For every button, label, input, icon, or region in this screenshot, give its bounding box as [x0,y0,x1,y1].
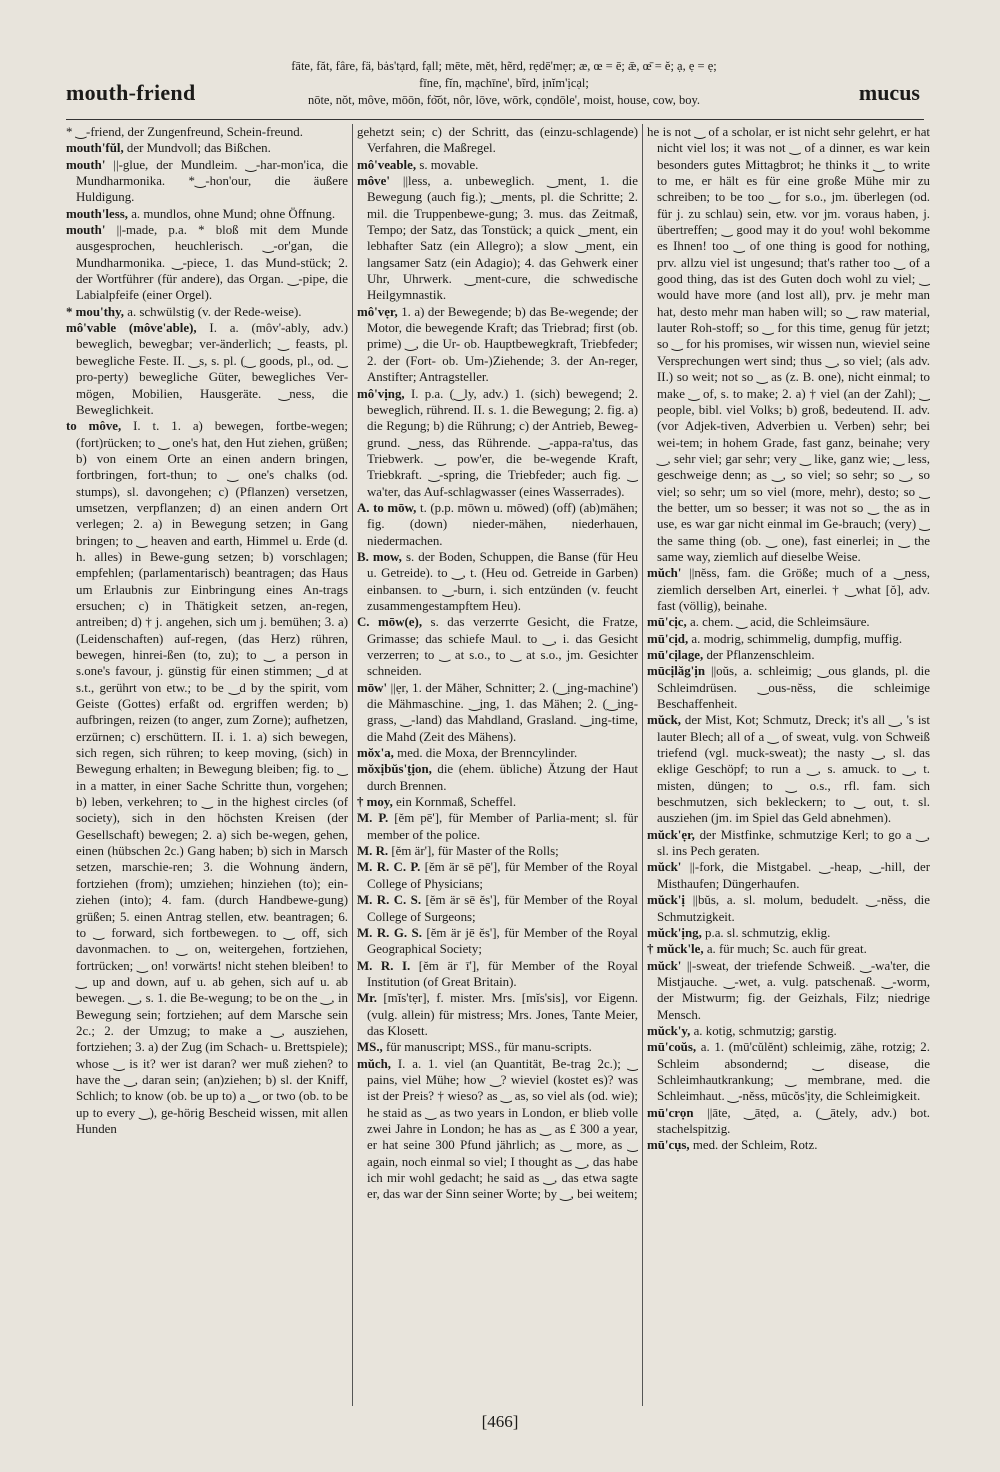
dictionary-entry [66,206,348,222]
dictionary-entry [357,892,638,925]
definition-text: ||bŭs, a. sl. molum, bedudelt. ‿-nĕss, die Schmutzigkeit. [657,893,930,924]
dictionary-entry [357,810,638,843]
dictionary-entry [357,614,638,679]
dictionary-entry [357,173,638,304]
dictionary-entry [647,1039,930,1104]
headword: mŭck'y, [647,1023,691,1038]
headword: * mou'thy, [66,304,125,319]
headword: M. R. [357,844,389,859]
definition-text: a. für much; Sc. auch für great. [706,942,867,957]
dictionary-entry [357,843,638,859]
definition-text: ||nĕss, fam. die Größe; much of a ‿ness, ziemlich derselben Art, einerlei. † ‿what [ŏ], adv. fast (völlig), beinahe. [657,566,930,613]
headword: mô'vịng, [357,386,405,401]
dictionary-entry [647,941,930,957]
headword: mouth' [66,223,106,238]
definition-text: [ĕm är jē ĕs'], für Member of the Royal Geographical Society; [367,925,638,957]
headword: mouth'fŭl, [66,141,124,156]
dictionary-entry [647,124,930,565]
definition-text: s. movable. [419,157,479,172]
definition-text: a. schwülstig (v. der Rede-weise). [127,304,302,319]
headword: mŏx'a, [357,746,394,761]
headword: mŭck'ị [647,893,685,908]
dictionary-entry [66,304,348,320]
headword: to môve, [66,419,122,434]
pronunciation-key-line: fīne, fĭn, mạchīne', bĩrd, ịnĭm'ịcạl; [419,76,589,90]
dictionary-entry [66,140,348,156]
definition-text: I. a. (môv'-ably, adv.) beweglich, bewegbar; ver-änderlich; ‿ feasts, pl. bewegliche Feste. II. ‿s, s. pl. (‿ goods, pl., od. ‿ pro-perty) bewegliche Güter, bewegliches Ver-mögen, Mobilien, Hausgeräte. ‿ness, die Beweglichkeit. [76,321,348,417]
dictionary-entry [647,925,930,941]
definition-text: der Pflanzenschleim. [706,648,815,662]
dictionary-entry [66,157,348,206]
headword: † mŭck'le, [647,942,704,957]
headword: mū'coŭs, [647,1040,697,1055]
definition-text: [ĕm är sē ĕs'], für Member of the Royal College of Surgeons; [367,893,638,924]
definition-text: med. der Schleim, Rotz. [692,1138,818,1153]
definition-text: ||less, a. unbeweglich. ‿ment, 1. die Bewegung (auch fig.); ‿ments, pl. die Schritte; 2. mil. die Truppenbewe-gung; 3. mus. das Zeitmaß, Tempo; der Satz, das Tonstück; a quick ‿ment, ein lebhafter Satz (ein Allegro); a slow ‿ment, ein langsamer Satz (ein Adagio); 4. das Gehwerk einer Uhr, Uhrwerk. ‿ment-cure, die schwedische Heilgymnastik. [367,174,638,303]
definition-text: [ĕm är'], für Master of the Rolls; [391,844,559,859]
definition-text: I. p.a. (‿ly, adv.) 1. (sich) bewegend; 2. beweglich, rührend. II. s. 1. die Bewegung; 2. fig. a) die Regung; b) die Rührung; c) der Antrieb, Beweg-grund. ‿ness, das Rührende. ‿-appa-ra'tus, das Triebwerk. ‿ pow'er, die be-wegende Kraft, Triebkraft. ‿-spring, die Triebfeder; auch fig. ‿ wa'ter, das Auf-schlagwasser (eines Wasserrades). [367,386,638,499]
headword: mouth'less, [66,206,128,221]
definition-text: ||ẹr, 1. der Mäher, Schnitter; 2. (‿ịng-machine') die Mähmaschine. ‿ịng, 1. das Mähen; 2. (‿ing-grass, ‿-land) das Mahdland, Grasland. ‿ing-time, die Mahd (Zeit des Mähens). [367,680,638,744]
definition-text: t. (p.p. mōwn u. mōwed) (off) (ab)mähen; fig. (down) nieder-mähen, niederhauen, niedermachen. [367,500,638,548]
dictionary-entry [357,549,638,614]
column-divider [642,124,643,1406]
headword: M. R. G. S. [357,925,422,940]
dictionary-entry [647,1137,930,1153]
dictionary-entry [357,1039,638,1055]
definition-text: gehetzt sein; c) der Schritt, das (einzu-schlagende) Verfahren, die Maßregel. [357,125,638,156]
dictionary-entry [647,663,930,712]
dictionary-entry [357,304,638,386]
headword: mōw' [357,680,388,695]
definition-text: a. 1. (mū'cŭlĕnt) schleimig, zähe, rotzig; 2. Schleim absondernd; ‿ disease, die Schleimhautkrankung; ‿ membrane, med. die Schleimhaut. ‿-nĕss, mūcŏs'ịty, die Schleimigkeit. [657,1040,930,1104]
dictionary-entry [357,794,638,810]
definition-text: für manuscript; MSS., für manu-scripts. [386,1040,592,1055]
dictionary-entry [357,157,638,173]
headword: MS., [357,1040,383,1055]
dictionary-entry [647,565,930,614]
header-rule [66,119,924,120]
definition-text: med. die Moxa, der Brenncylinder. [397,746,578,761]
pronunciation-key-line: nōte, nŏt, môve, mōōn, fo͝ot, nôr, lōve, wōrk, cọndōle', moist, house, cow, boy. [307,93,701,107]
left-guide-word: mouth-friend [66,80,196,105]
dictionary-entry [357,500,638,549]
headword: M. R. C. P. [357,860,421,875]
dictionary-entry [357,386,638,500]
dictionary-entry [647,859,930,892]
dictionary-column-1 [66,124,348,1408]
dictionary-entry [66,320,348,418]
definition-text: ein Kornmaß, Scheffel. [396,795,517,810]
headword: Mr. [357,991,377,1006]
dictionary-column-2 [357,124,638,1408]
definition-text: a. modrig, schimmelig, dumpfig, muffig. [691,631,903,646]
right-guide-word: mucus [858,80,920,105]
dictionary-entry [647,958,930,1023]
dictionary-column-3 [647,124,930,1408]
dictionary-entry [357,680,638,745]
headword: môve' [357,174,390,189]
dictionary-entry [647,647,930,663]
headword: mūcịlăg'ịn [647,664,706,679]
dictionary-entry [357,745,638,761]
headword: mô'vẹr, [357,304,398,319]
dictionary-entry [357,859,638,892]
headword: mŭch' [647,566,682,581]
definition-text: ||-sweat, der triefende Schweiß. ‿-wa'ter, die Mistjauche. ‿-wet, a. vulg. patschenaß. ‿-worm, der Mistwurm; fig. der Geizhals, Filz; niedrige Mensch. [657,958,930,1022]
definition-text: ||oŭs, a. schleimig; ‿ous glands, pl. die Schleimdrüsen. ‿ous-nĕss, die schleimige Beschaffenheit. [657,664,930,712]
headword: M. R. C. S. [357,893,422,908]
definition-text: s. das verzerrte Gesicht, die Fratze, Grimasse; das schiefe Maul. to ‿, i. das Gesicht verzerren; to ‿ at s.o., to ‿ at s.o., jm. Gesichter schneiden. [367,615,638,679]
headword: mū'cịc, [647,615,687,630]
dictionary-entry [66,124,348,140]
headword: mŭck' [647,860,682,875]
headword: mŭch, [357,1056,392,1071]
definition-text: ||āte, ‿ātẹd, a. (‿ātely, adv.) bot. stachelspitzig. [657,1105,930,1136]
headword: mŭck, [647,713,682,728]
dictionary-entry [647,614,930,630]
dictionary-entry [357,124,638,157]
column-divider [352,124,353,1406]
dictionary-entry [357,761,638,794]
dictionary-entry [357,925,638,958]
headword: B. mow, [357,549,402,564]
definition-text: s. der Boden, Schuppen, die Banse (für Heu u. Getreide). to ‿, t. (Heu od. Getreide in Garben) einbansen. to ‿-burn, i. sich entzünden (v. feucht zusammengestampftem Heu). [367,549,638,613]
dictionary-entry [66,222,348,304]
headword: mouth' [66,157,106,172]
definition-text: [mĭs'tẹr], f. mister. Mrs. [mĭs'sis], vor Eigenn. (vulg. allein) für mistress; Mrs. Jones, Tante Meier, das Klosett. [367,991,638,1038]
headword: mū'crọn [647,1105,694,1120]
dictionary-entry [647,1105,930,1138]
headword: mŭck'ẹr, [647,827,695,842]
definition-text: p.a. sl. schmutzig, eklig. [705,925,831,940]
definition-text: ||-glue, der Mundleim. ‿-har-mon'ica, die Mundharmonika. *‿-hon'our, die äußere Huldigung. [76,157,348,205]
definition-text: * ‿-friend, der Zungenfreund, Schein-freund. [66,125,303,139]
definition-text: der Mundvoll; das Bißchen. [126,141,271,156]
definition-text: ||-fork, die Mistgabel. ‿-heap, ‿-hill, der Misthaufen; Düngerhaufen. [657,860,930,891]
definition-text: [ĕm är sē pē'], für Member of the Royal College of Physicians; [367,860,638,891]
dictionary-entry [66,418,348,1137]
definition-text: ||-made, p.a. * bloß mit dem Munde ausgesprochen, heuchlerisch. ‿-or'gan, die Mundharmonika. ‿-piece, 1. das Mund-stück; 2. der Wortführer (für andere), das Organ. ‿-pipe, die Labialpfeife (einer Orgel). [76,223,348,303]
headword: A. to mōw, [357,500,417,515]
headword: mū'cụs, [647,1138,690,1153]
definition-text: I. t. 1. a) bewegen, fortbe-wegen; (fort)rücken; to ‿ one's hat, den Hut ziehen, grüßen; b) von einem Orte an einen andern bringen, fortbringen, fort-thun; to ‿ one's chalks (od. stumps), sl. davongehen; c) (Pflanzen) versetzen, umsetzen, verpflanzen; d) an einen andern Ort verlegen; 2. a) in Bewegung setzen; in Gang bringen; to ‿ heaven and earth, Himmel u. Erde (d. h. alles) in Bewe-gung setzen; b) vorschlagen; empfehlen; (parlamentarisch) beantragen; das Haus um Erlaubnis zur Einbringung eines An-trags ersuchen; c) in Thätigkeit setzen, an-regen, antreiben; d) † j. angehen, sich um j. bemühen; 3. a) (Leidenschaften) auf-regen, (das Herz) rühren, bewegen, hinrei-ßen (to, zu); to ‿ a person in s.one's favour, j. günstig für einen stimmen; ‿d at s.t., gerührt von etw.; to be ‿d by the spirit, vom Geiste (Gottes) erfaßt od. ergriffen werden; b) aufbringen, reizen (to anger, zum Zorne); aufhetzen, erzürnen; c) erschüttern. II. i. 1. a) sich bewegen, sich regen, sich rühren; to keep moving, (sich) in Bewegung erhalten; in Bewegung bleiben; fig. to ‿ in a matter, in einer Sache Schritte thun, vorgehen; b) leben, verkehren; to ‿ in the highest circles (of society), sich in den höchsten Kreisen (der Gesellschaft) bewegen; 2. a) sich be-wegen, gehen, einen (hübschen 2c.) Gang haben; b) sich in Marsch setzen, marschie-ren; 3. die Wohnung ändern, fortziehen (from); umziehen; hinziehen (to); ein-ziehen (into); 4. fam. (durch Handbewe-gung) grüßen; 5. einen Antrag stellen, etw. beantragen; 6. to ‿ forward, sich fortbewegen. to ‿ off, sich davonmachen. to ‿ on, weitergehen, fortziehen, fortrücken; ‿ on! vorwärts! nicht stehen bleiben! to ‿ up and down, auf u. ab gehen, sich auf u. ab bewegen. ‿, s. 1. die Be-wegung; to be on the ‿, in Bewegung sein; fortziehen; auf dem Marsche sein 2c.; 2. der Umzug; to make a ‿, ausziehen, fortziehen; 3. a) der Zug (im Schach- u. Brettspiele); whose ‿ is it? wer ist daran? wer muß ziehen? to have the ‿, daran sein; (an)ziehen; b) sl. der Kniff, Schlich; to know (ob. be up to) a ‿ or two (ob. to be up to every ‿), ge-hörig Bescheid wissen, mit allen Hunden [76,419,348,1136]
dictionary-entry [357,1056,638,1203]
definition-text: die (ehem. übliche) Ätzung der Haut durch Brennen. [367,762,638,793]
dictionary-entry [357,958,638,991]
definition-text: a. kotig, schmutzig; garstig. [693,1023,837,1038]
definition-text: 1. a) der Bewegende; b) das Be-wegende; der Motor, die bewegende Kraft; das Triebrad; first (ob. prime) ‿, die Ur- ob. Hauptbewegkraft, Triebfeder; 2. der (Fort- ob. Um-)Ziehende; 3. der An-reger, Anstifter; Antragsteller. [367,304,638,385]
dictionary-entry [647,1023,930,1039]
dictionary-entry [647,827,930,860]
definition-text: a. chem. ‿ acid, die Schleimsäure. [689,615,870,630]
definition-text: he is not ‿ of a scholar, er ist nicht sehr gelehrt, er hat nicht viel los; it was not ‿ of a dinner, es war kein besonders gutes Mittagbrot; he thinks it ‿ to write to me, er hält es für eine große Mühe mir zu schreiben; to be too ‿ for s.o., jm. überlegen (od. für j. zu schlau) sein, etw. vor jm. voraus haben, j. übertreffen; ‿ good may it do you! wohl bekomme es Ihnen! too ‿ of one thing is good for nothing, prv. allzu viel ist ungesund; that's rather too ‿ of a good thing, das ist des Guten doch wohl zu viel; ‿ would have more (and lost all), prv. je mehr man hat, desto mehr man haben will; so ‿ raw material, lauter Roh-stoff; so ‿ for this time, genug für jetzt; so ‿ for his promises, wir wissen nun, wieviel seine Versprechungen wert sind; thus ‿, so viel; (als adv. II.) so weit; not so ‿ as (z. B. one), nicht einmal; to make ‿ of, s. to make; 2. a) † viel (an der Zahl); ‿ people, bibl. viel Volks; b) groß, bedeutend. II. adv. (vor Adjek-tiven, Adverbien u. Verben) sehr; bei wei-tem; in hohem Grade, fast ganz, beinahe; very ‿, sehr viel; gar sehr; very ‿ like, ganz wie; ‿ less, geschweige denn; as ‿, so viel; so sehr; so ‿, so viel; so sehr; um so viel (more, mehr), desto; so ‿ the better, um so besser; it was not so ‿ the as in use, es war gar nicht einmal im Ge-brauch; (very) ‿ the same thing (ob. ‿ one), fast einerlei; in ‿ the same way, ziemlich auf dieselbe Weise. [647,125,930,564]
headword: mŭck' [647,958,682,973]
headword: M. P. [357,811,389,826]
definition-text: der Mist, Kot; Schmutz, Dreck; it's all ‿, 's ist lauter Blech; all of a ‿ of sweat, vulg. von Schweiß triefend (vgl. muck-sweat); the nasty ‿, sl. das eklige Geschöpf; to run a ‿, s. amuck. to ‿, t. misten, düngen; to ‿ o.s., rfl. fam. sich beschmutzen, sich bekleckern; to ‿ out, t. sl. ausziehen (jm. im Spiel das Geld abnehmen). [657,713,930,826]
dictionary-entry [647,712,930,826]
definition-text: I. a. 1. viel (an Quantität, Be-trag 2c.); ‿ pains, viel Mühe; how ‿? wieviel (kostet es)? was ist der Preis? † wieso? as ‿ as, so viel als (od. wie); he staid as ‿ as two years in London, er blieb volle zwei Jahre in London; he has as ‿ as £ 300 a year, er hat seine 300 Pfund jährlich; as ‿ more, as ‿ again, noch einmal so viel; I thought as ‿, das habe ich mir wohl gedacht; he said as ‿, das etwa sagte er, das war der Sinn seiner Worte; by ‿, bei weitem; [367,1056,638,1202]
headword: mô'veable, [357,157,417,172]
pronunciation-key [224,58,784,109]
dictionary-entry [357,990,638,1039]
headword: mŏxịbŭs't̬ịon, [357,762,432,777]
dictionary-entry [647,892,930,925]
headword: mô'vable (môve'able), [66,321,197,336]
headword: † moy, [357,795,393,810]
page-number: [466] [481,1412,519,1431]
definition-text: [ĕm pē'], für Member of Parlia-ment; sl. für member of the police. [367,811,638,842]
definition-text: [ĕm är ī'], für Member of the Royal Institution (of Great Britain). [367,958,638,989]
headword: mŭck'ịng, [647,925,702,940]
headword: M. R. I. [357,958,411,973]
headword: C. mōw(e), [357,615,423,630]
headword: mū'cịd, [647,631,689,646]
headword: mū'cịlage, [647,648,704,662]
pronunciation-key-line: fāte, făt, fâre, fä, bȧs'tạrd, fạll; mēte, mĕt, hẽrd, rẹdē'mẹr; æ, œ = ē; ǣ, œ̄ = ĕ; ạ, ẹ = ẹ; [291,59,717,73]
dictionary-entry [647,631,930,647]
definition-text: a. mundlos, ohne Mund; ohne Öffnung. [131,206,336,221]
definition-text: der Mistfinke, schmutzige Kerl; to go a ‿, sl. ins Pech geraten. [657,827,930,859]
